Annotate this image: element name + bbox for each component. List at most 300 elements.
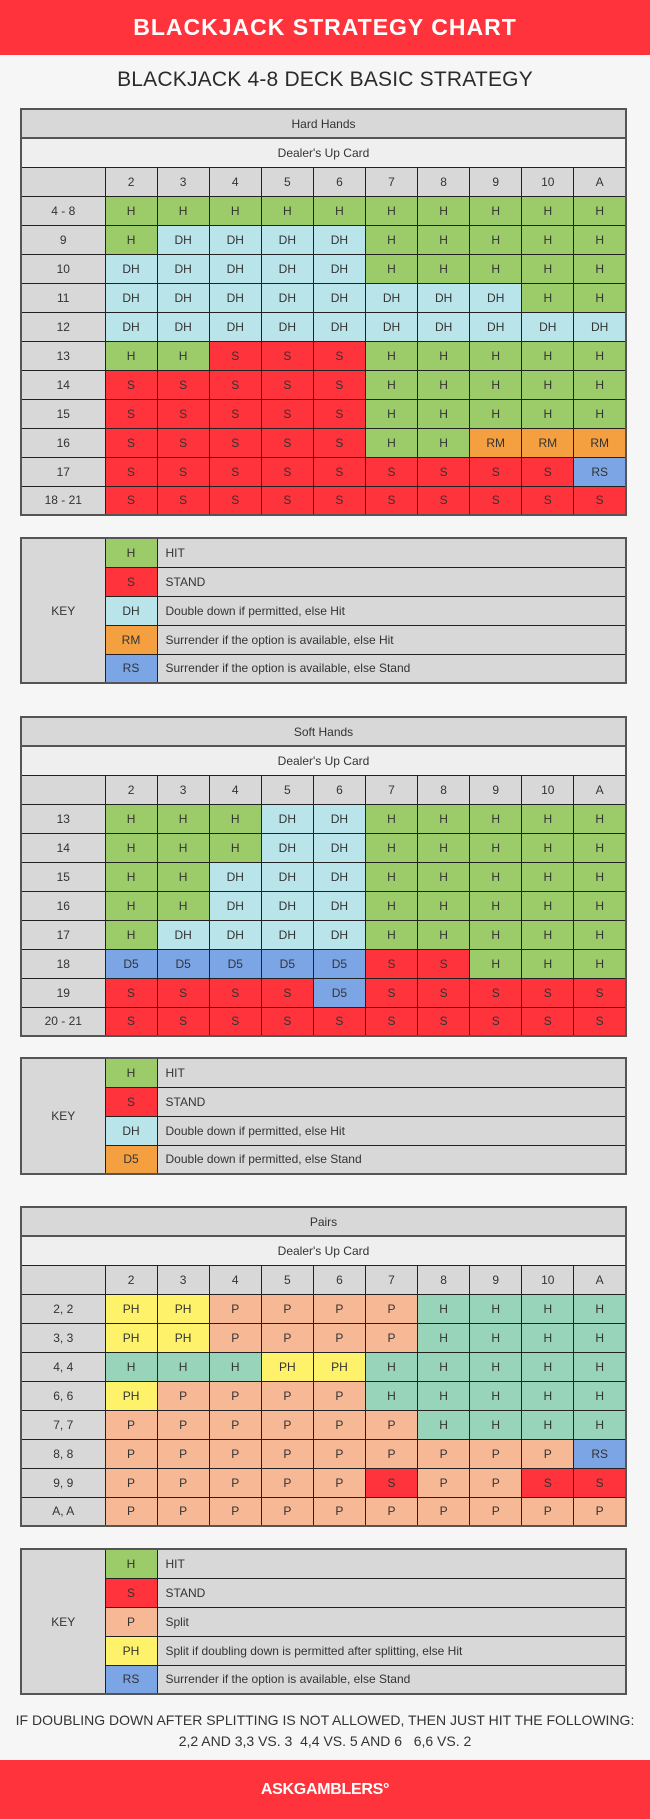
strategy-cell: S <box>365 1007 417 1036</box>
strategy-cell: S <box>105 1007 157 1036</box>
chart-subtitle: BLACKJACK 4-8 DECK BASIC STRATEGY <box>117 68 533 91</box>
dealer-up-card-label: Dealer's Up Card <box>21 138 626 167</box>
strategy-cell: D5 <box>105 949 157 978</box>
strategy-cell: DH <box>261 225 313 254</box>
strategy-cell: DH <box>313 920 365 949</box>
strategy-cell: S <box>418 457 470 486</box>
strategy-cell: H <box>157 891 209 920</box>
strategy-cell: H <box>522 833 574 862</box>
strategy-cell: H <box>365 428 417 457</box>
player-hand-label: 16 <box>21 891 105 920</box>
note-line-2: 2,2 AND 3,3 VS. 3 4,4 VS. 5 AND 6 6,6 VS. 2 <box>178 1733 472 1749</box>
hard-hands-key <box>20 537 627 684</box>
strategy-cell: P <box>157 1439 209 1468</box>
strategy-cell: PH <box>261 1352 313 1381</box>
player-hand-label: 9 <box>21 225 105 254</box>
strategy-cell: H <box>365 862 417 891</box>
strategy-cell: P <box>522 1497 574 1526</box>
strategy-cell: S <box>313 457 365 486</box>
player-hand-label: 7, 7 <box>21 1410 105 1439</box>
strategy-cell: H <box>522 1381 574 1410</box>
strategy-cell: S <box>157 399 209 428</box>
key-row <box>21 1549 626 1578</box>
strategy-cell: H <box>470 1323 522 1352</box>
player-hand-label: 4 - 8 <box>21 196 105 225</box>
strategy-cell: H <box>522 862 574 891</box>
key-description: Split <box>157 1607 626 1636</box>
strategy-cell: H <box>105 920 157 949</box>
table-row <box>21 1007 626 1036</box>
strategy-cell: H <box>574 862 626 891</box>
strategy-cell: P <box>105 1410 157 1439</box>
strategy-cell: S <box>105 370 157 399</box>
strategy-cell: S <box>261 370 313 399</box>
key-row <box>21 567 626 596</box>
key-label: KEY <box>21 1549 105 1694</box>
strategy-cell: H <box>574 196 626 225</box>
strategy-cell: H <box>157 196 209 225</box>
strategy-cell: P <box>105 1439 157 1468</box>
strategy-cell: H <box>157 804 209 833</box>
player-hand-label: 2, 2 <box>21 1294 105 1323</box>
dealer-card-header: 4 <box>209 775 261 804</box>
player-hand-label: 19 <box>21 978 105 1007</box>
soft-hands-table <box>20 716 627 1037</box>
player-hand-label: 6, 6 <box>21 1381 105 1410</box>
strategy-cell: S <box>105 428 157 457</box>
strategy-cell: S <box>365 949 417 978</box>
strategy-cell: S <box>522 1468 574 1497</box>
key-description: STAND <box>157 567 626 596</box>
key-code: RS <box>105 654 157 683</box>
strategy-cell: H <box>418 1352 470 1381</box>
strategy-cell: H <box>470 949 522 978</box>
strategy-cell: H <box>574 949 626 978</box>
player-hand-label: 9, 9 <box>21 1468 105 1497</box>
strategy-cell: P <box>522 1439 574 1468</box>
strategy-cell: S <box>574 978 626 1007</box>
section-title: Pairs <box>21 1207 626 1236</box>
strategy-cell: H <box>105 804 157 833</box>
strategy-cell: S <box>470 486 522 515</box>
strategy-cell: P <box>418 1468 470 1497</box>
strategy-cell: D5 <box>313 949 365 978</box>
strategy-cell: S <box>157 457 209 486</box>
dealer-card-header: 4 <box>209 167 261 196</box>
strategy-cell: S <box>522 978 574 1007</box>
strategy-cell: H <box>418 399 470 428</box>
strategy-cell: P <box>209 1381 261 1410</box>
key-description: HIT <box>157 1549 626 1578</box>
strategy-cell: H <box>418 1381 470 1410</box>
strategy-cell: S <box>209 399 261 428</box>
strategy-cell: P <box>470 1468 522 1497</box>
strategy-cell: H <box>105 862 157 891</box>
strategy-cell: H <box>522 399 574 428</box>
strategy-cell: S <box>209 978 261 1007</box>
strategy-cell: H <box>365 1352 417 1381</box>
soft-hands-key <box>20 1057 627 1175</box>
strategy-cell: S <box>313 341 365 370</box>
player-hand-label: 14 <box>21 833 105 862</box>
player-hand-label: 13 <box>21 804 105 833</box>
dealer-card-header: 5 <box>261 167 313 196</box>
table-row <box>21 341 626 370</box>
table-row <box>21 920 626 949</box>
strategy-cell: H <box>209 804 261 833</box>
dealer-card-header: 10 <box>522 775 574 804</box>
strategy-cell: DH <box>209 891 261 920</box>
dealer-card-header: 7 <box>365 1265 417 1294</box>
player-hand-label: 17 <box>21 457 105 486</box>
dealer-card-header: 2 <box>105 775 157 804</box>
strategy-cell: H <box>522 949 574 978</box>
key-label: KEY <box>21 538 105 683</box>
dealer-up-card-label: Dealer's Up Card <box>21 746 626 775</box>
strategy-cell: DH <box>365 283 417 312</box>
strategy-cell: S <box>261 341 313 370</box>
dealer-card-header: A <box>574 167 626 196</box>
strategy-cell: P <box>209 1439 261 1468</box>
strategy-cell: P <box>574 1497 626 1526</box>
strategy-cell: H <box>522 1323 574 1352</box>
dealer-card-header: 9 <box>470 1265 522 1294</box>
key-code: RS <box>105 1665 157 1694</box>
dealer-card-header: A <box>574 775 626 804</box>
strategy-cell: P <box>261 1497 313 1526</box>
strategy-cell: H <box>157 341 209 370</box>
strategy-cell: S <box>209 457 261 486</box>
strategy-cell: S <box>209 341 261 370</box>
key-description: Split if doubling down is permitted after splitting, else Hit <box>157 1636 626 1665</box>
key-code: S <box>105 1578 157 1607</box>
brand-logo: ASKGAMBLERS° <box>260 1780 390 1798</box>
strategy-cell: S <box>313 1007 365 1036</box>
strategy-cell: S <box>209 370 261 399</box>
strategy-cell: DH <box>261 283 313 312</box>
strategy-cell: H <box>105 225 157 254</box>
strategy-cell: H <box>522 1352 574 1381</box>
strategy-cell: P <box>313 1439 365 1468</box>
strategy-cell: H <box>418 225 470 254</box>
dealer-card-header: 8 <box>418 1265 470 1294</box>
strategy-cell: H <box>470 399 522 428</box>
player-hand-label: 3, 3 <box>21 1323 105 1352</box>
dealer-card-header: 5 <box>261 1265 313 1294</box>
page-title: BLACKJACK STRATEGY CHART <box>133 14 517 40</box>
player-hand-label: 14 <box>21 370 105 399</box>
strategy-cell: DH <box>470 283 522 312</box>
strategy-cell: S <box>209 1007 261 1036</box>
dealer-card-header: 2 <box>105 167 157 196</box>
table-row <box>21 196 626 225</box>
key-row <box>21 1665 626 1694</box>
key-description: STAND <box>157 1578 626 1607</box>
strategy-cell: S <box>470 1007 522 1036</box>
key-code: DH <box>105 596 157 625</box>
strategy-cell: DH <box>313 862 365 891</box>
strategy-cell: H <box>522 891 574 920</box>
strategy-cell: DH <box>209 225 261 254</box>
player-hand-label: 15 <box>21 399 105 428</box>
strategy-cell: DH <box>209 254 261 283</box>
strategy-cell: S <box>209 486 261 515</box>
table-row <box>21 312 626 341</box>
key-row <box>21 1087 626 1116</box>
key-code: H <box>105 538 157 567</box>
dealer-card-header: 3 <box>157 167 209 196</box>
table-row <box>21 1439 626 1468</box>
strategy-cell: DH <box>209 283 261 312</box>
strategy-cell: PH <box>157 1323 209 1352</box>
strategy-cell: RS <box>574 457 626 486</box>
strategy-cell: DH <box>365 312 417 341</box>
strategy-cell: S <box>105 978 157 1007</box>
strategy-cell: DH <box>105 283 157 312</box>
key-code: RM <box>105 625 157 654</box>
strategy-cell: S <box>313 370 365 399</box>
strategy-cell: P <box>261 1410 313 1439</box>
footer-banner <box>0 1760 650 1819</box>
pairs-table <box>20 1206 627 1527</box>
strategy-cell: H <box>470 341 522 370</box>
strategy-cell: D5 <box>261 949 313 978</box>
strategy-cell: H <box>522 1410 574 1439</box>
key-description: Double down if permitted, else Hit <box>157 596 626 625</box>
player-hand-label: 12 <box>21 312 105 341</box>
strategy-cell: H <box>574 1381 626 1410</box>
strategy-cell: P <box>261 1468 313 1497</box>
strategy-cell: P <box>365 1294 417 1323</box>
strategy-cell: H <box>157 833 209 862</box>
dealer-card-header: 3 <box>157 775 209 804</box>
strategy-cell: DH <box>261 920 313 949</box>
strategy-cell: H <box>574 341 626 370</box>
strategy-cell: P <box>209 1468 261 1497</box>
strategy-cell: DH <box>157 283 209 312</box>
table-row <box>21 1410 626 1439</box>
strategy-cell: H <box>470 225 522 254</box>
strategy-cell: H <box>470 1410 522 1439</box>
strategy-cell: P <box>261 1294 313 1323</box>
strategy-cell: DH <box>157 312 209 341</box>
strategy-cell: P <box>261 1323 313 1352</box>
dealer-card-header: A <box>574 1265 626 1294</box>
strategy-cell: S <box>365 457 417 486</box>
strategy-cell: DH <box>261 833 313 862</box>
strategy-cell: DH <box>313 225 365 254</box>
strategy-cell: H <box>365 804 417 833</box>
strategy-cell: P <box>157 1468 209 1497</box>
strategy-cell: P <box>418 1497 470 1526</box>
table-row <box>21 428 626 457</box>
strategy-cell: H <box>365 254 417 283</box>
dealer-card-header: 6 <box>313 775 365 804</box>
strategy-cell: S <box>418 949 470 978</box>
key-code: DH <box>105 1116 157 1145</box>
corner-cell <box>21 775 105 804</box>
dealer-up-card-label: Dealer's Up Card <box>21 1236 626 1265</box>
strategy-cell: P <box>157 1381 209 1410</box>
key-code: P <box>105 1607 157 1636</box>
strategy-cell: DH <box>157 254 209 283</box>
strategy-cell: P <box>313 1497 365 1526</box>
key-row <box>21 1058 626 1087</box>
player-hand-label: 18 - 21 <box>21 486 105 515</box>
player-hand-label: A, A <box>21 1497 105 1526</box>
section-title: Hard Hands <box>21 109 626 138</box>
key-row <box>21 596 626 625</box>
strategy-cell: DH <box>418 312 470 341</box>
strategy-cell: S <box>365 486 417 515</box>
dealer-card-header: 7 <box>365 775 417 804</box>
strategy-cell: P <box>261 1439 313 1468</box>
strategy-cell: DH <box>261 254 313 283</box>
table-row <box>21 1294 626 1323</box>
strategy-cell: RM <box>574 428 626 457</box>
table-row <box>21 457 626 486</box>
strategy-cell: H <box>522 1294 574 1323</box>
strategy-cell: DH <box>470 312 522 341</box>
dealer-card-header: 9 <box>470 167 522 196</box>
strategy-cell: H <box>470 370 522 399</box>
strategy-cell: P <box>470 1439 522 1468</box>
strategy-cell: DH <box>313 804 365 833</box>
player-hand-label: 4, 4 <box>21 1352 105 1381</box>
strategy-cell: H <box>522 370 574 399</box>
strategy-cell: H <box>418 428 470 457</box>
table-row <box>21 225 626 254</box>
strategy-cell: S <box>157 428 209 457</box>
player-hand-label: 20 - 21 <box>21 1007 105 1036</box>
strategy-cell: H <box>470 833 522 862</box>
key-description: STAND <box>157 1087 626 1116</box>
strategy-cell: H <box>574 1323 626 1352</box>
strategy-cell: H <box>365 341 417 370</box>
strategy-cell: H <box>522 920 574 949</box>
strategy-cell: P <box>313 1410 365 1439</box>
strategy-cell: H <box>470 1352 522 1381</box>
strategy-cell: DH <box>105 312 157 341</box>
header-banner <box>0 0 650 55</box>
key-label: KEY <box>21 1058 105 1174</box>
hard-hands-table <box>20 108 627 516</box>
strategy-cell: PH <box>157 1294 209 1323</box>
key-code: S <box>105 567 157 596</box>
strategy-cell: S <box>157 370 209 399</box>
player-hand-label: 18 <box>21 949 105 978</box>
dealer-card-header: 6 <box>313 1265 365 1294</box>
key-description: Double down if permitted, else Stand <box>157 1145 626 1174</box>
strategy-cell: H <box>418 891 470 920</box>
key-row <box>21 654 626 683</box>
strategy-cell: S <box>261 978 313 1007</box>
strategy-cell: DH <box>209 862 261 891</box>
strategy-cell: H <box>418 341 470 370</box>
strategy-cell: S <box>209 428 261 457</box>
key-row <box>21 1578 626 1607</box>
strategy-cell: H <box>470 862 522 891</box>
strategy-cell: P <box>365 1410 417 1439</box>
strategy-cell: S <box>522 457 574 486</box>
strategy-cell: S <box>470 457 522 486</box>
strategy-cell: H <box>574 833 626 862</box>
strategy-cell: S <box>418 1007 470 1036</box>
strategy-cell: H <box>574 225 626 254</box>
strategy-cell: P <box>365 1439 417 1468</box>
strategy-cell: H <box>470 920 522 949</box>
strategy-cell: DH <box>105 254 157 283</box>
strategy-cell: S <box>365 978 417 1007</box>
strategy-cell: P <box>365 1323 417 1352</box>
strategy-cell: H <box>470 254 522 283</box>
strategy-cell: H <box>574 370 626 399</box>
strategy-cell: DH <box>209 312 261 341</box>
player-hand-label: 16 <box>21 428 105 457</box>
key-row <box>21 1116 626 1145</box>
strategy-cell: S <box>313 428 365 457</box>
table-row <box>21 804 626 833</box>
dealer-card-header: 8 <box>418 167 470 196</box>
strategy-cell: H <box>574 1294 626 1323</box>
strategy-cell: H <box>418 196 470 225</box>
table-row <box>21 283 626 312</box>
player-hand-label: 10 <box>21 254 105 283</box>
key-code: D5 <box>105 1145 157 1174</box>
strategy-cell: P <box>313 1468 365 1497</box>
dealer-card-header: 4 <box>209 1265 261 1294</box>
strategy-cell: P <box>209 1497 261 1526</box>
key-description: HIT <box>157 1058 626 1087</box>
strategy-cell: RM <box>470 428 522 457</box>
strategy-cell: H <box>574 804 626 833</box>
strategy-cell: DH <box>261 804 313 833</box>
strategy-cell: S <box>157 1007 209 1036</box>
strategy-cell: P <box>313 1323 365 1352</box>
strategy-cell: DH <box>261 891 313 920</box>
dealer-card-header: 10 <box>522 1265 574 1294</box>
strategy-cell: H <box>365 225 417 254</box>
key-row <box>21 538 626 567</box>
strategy-cell: RS <box>574 1439 626 1468</box>
strategy-cell: H <box>574 1410 626 1439</box>
strategy-cell: H <box>209 1352 261 1381</box>
strategy-cell: DH <box>313 283 365 312</box>
strategy-cell: S <box>574 1468 626 1497</box>
strategy-cell: H <box>574 891 626 920</box>
strategy-cell: S <box>470 978 522 1007</box>
strategy-cell: DH <box>313 833 365 862</box>
strategy-cell: S <box>522 486 574 515</box>
strategy-cell: H <box>365 370 417 399</box>
strategy-cell: DH <box>313 891 365 920</box>
strategy-cell: H <box>522 283 574 312</box>
table-row <box>21 486 626 515</box>
strategy-cell: H <box>522 196 574 225</box>
key-code: H <box>105 1058 157 1087</box>
strategy-cell: H <box>418 254 470 283</box>
strategy-cell: H <box>418 833 470 862</box>
strategy-cell: S <box>157 486 209 515</box>
strategy-cell: H <box>574 254 626 283</box>
strategy-cell: S <box>522 1007 574 1036</box>
table-row <box>21 949 626 978</box>
strategy-cell: S <box>418 486 470 515</box>
strategy-cell: H <box>365 196 417 225</box>
strategy-cell: H <box>209 833 261 862</box>
strategy-cell: H <box>470 1381 522 1410</box>
strategy-cell: DH <box>313 312 365 341</box>
